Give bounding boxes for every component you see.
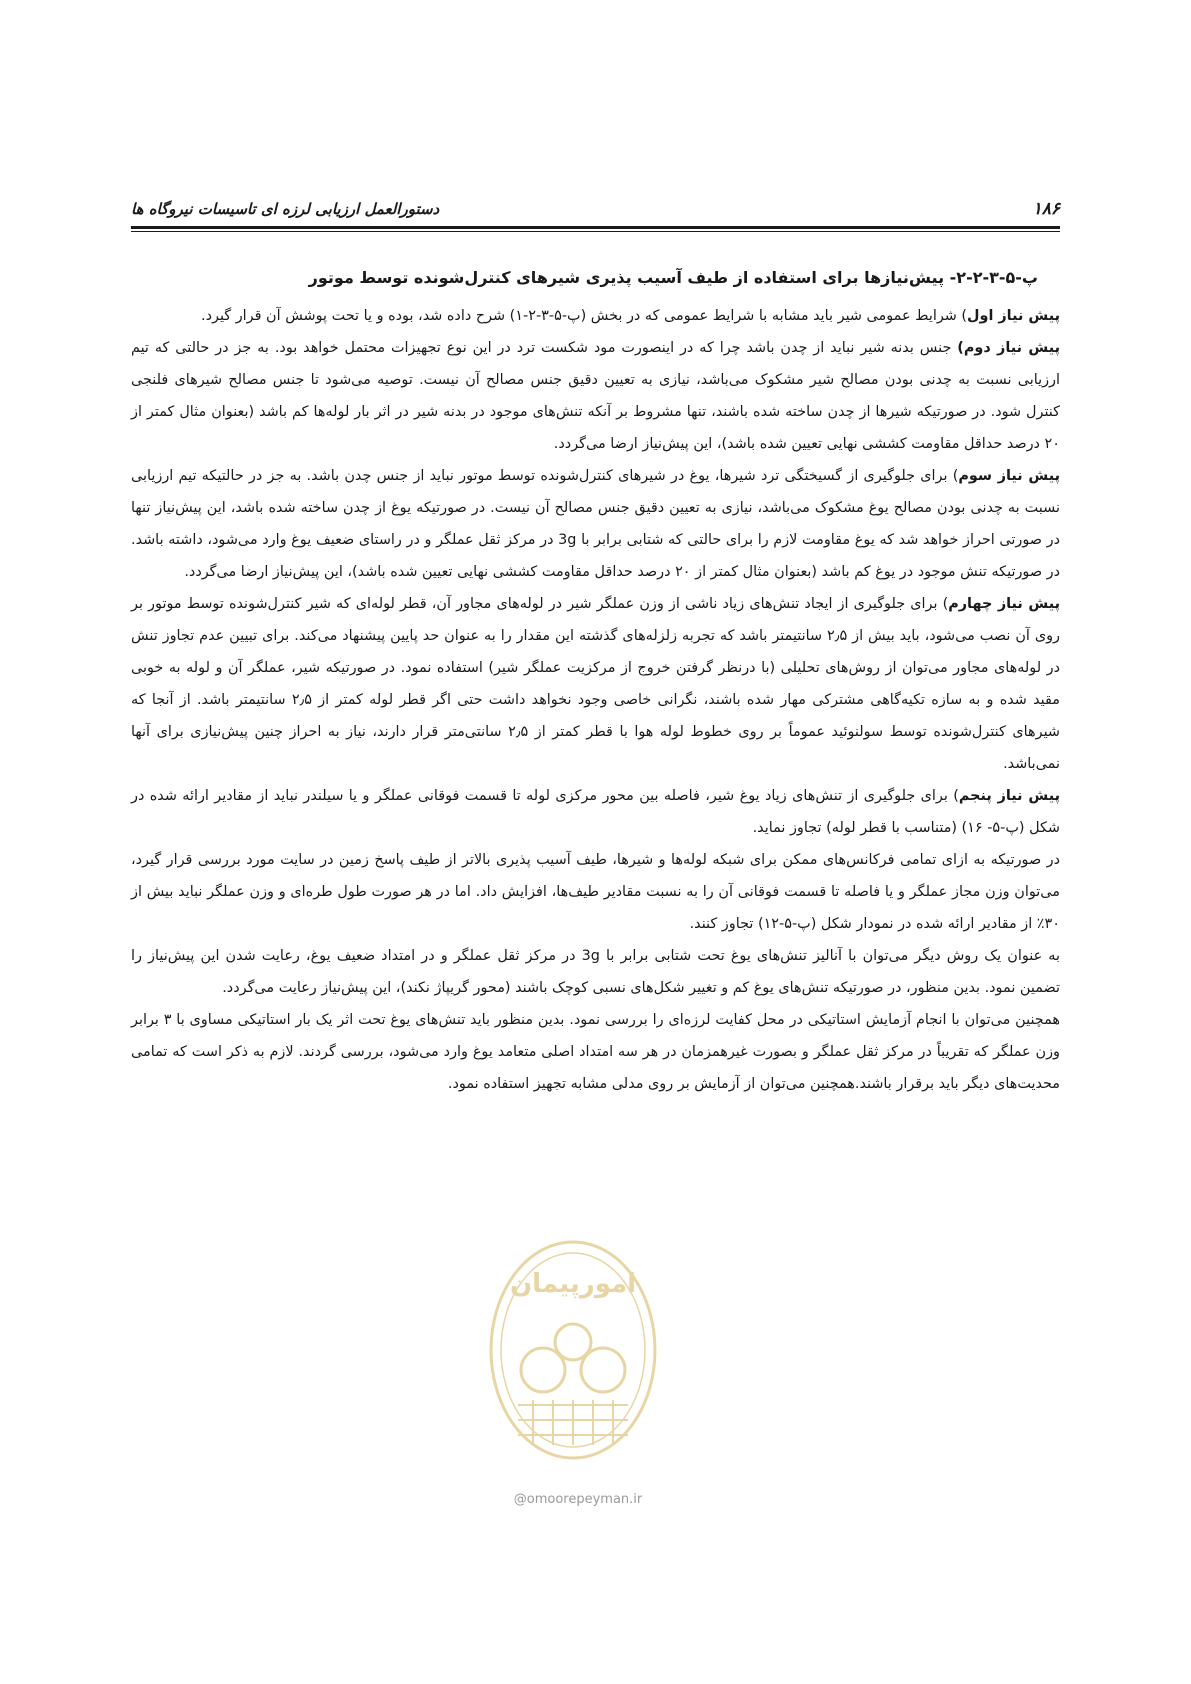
paragraph-prerequisite-4 bbox=[131, 588, 1060, 780]
section-title: پ-۵-۳-۲-۲- پیش‌نیازها برای استفاده از طیف آسیب پذیری شیرهای کنترل‌شونده توسط موتور bbox=[308, 268, 1038, 287]
paragraph-lead: پیش نیاز پنجم bbox=[958, 788, 1060, 804]
paragraph-text: در صورتیکه به ازای تمامی فرکانس‌های ممکن برای شبکه لوله‌ها و شیرها، طیف آسیب پذیری بالاتر از طیف پاسخ زمین در سایت مورد بررسی قرار گیرد، می‌توان وزن مجاز عملگر و یا فاصله تا قسمت فوقانی آن را به نسبت مقادیر طیف‌ها، افزایش داد. اما در هر صورت طول طره‌ای و وزن عملگر نباید بیش از ۳۰٪ از مقادیر ارائه شده در نمودار شکل (پ-۵-۱۲) تجاوز کنند. bbox=[131, 852, 1060, 932]
page-header bbox=[131, 196, 1060, 222]
paragraph-prerequisite-3 bbox=[131, 460, 1060, 588]
paragraph-body-8 bbox=[131, 1004, 1060, 1100]
watermark-url: @omoorepeyman.ir bbox=[513, 1492, 643, 1507]
paragraph-prerequisite-5 bbox=[131, 780, 1060, 844]
watermark-emblem bbox=[478, 1230, 668, 1480]
paragraph-lead: پیش نیاز اول bbox=[967, 308, 1060, 324]
paragraph-body-7 bbox=[131, 940, 1060, 1004]
paragraph-text: ) برای جلوگیری از گسیختگی ترد شیرها، یوغ در شیرهای کنترل‌شونده توسط موتور نباید از جنس چدن باشد. به جز در حالتیکه تیم ارزیابی نسبت به چدنی بودن مصالح یوغ مشکوک می‌باشد، نیازی به تعیین دقیق جنس مصالح آن نیست. در صورتیکه یوغ از چدن ساخته شده باشد، این پیش‌نیاز تنها در صورتی احراز خواهد شد که یوغ مقاومت لازم را برای حالتی که شتابی برابر با 3g در مرکز ثقل عملگر و در راستای ضعیف یوغ وارد می‌شود، داشته باشد. در صورتیکه تنش موجود در یوغ کم باشد (بعنوان مثال کمتر از ۲۰ درصد حداقل مقاومت کششی نهایی تعیین شده باشد)، این پیش‌نیاز ارضا می‌گردد. bbox=[131, 468, 1061, 580]
paragraph-text: ) برای جلوگیری از ایجاد تنش‌های زیاد ناشی از وزن عملگر شیر در لوله‌های مجاور آن، قطر لوله‌ای که شیر کنترل‌شونده توسط موتور بر روی آن نصب می‌شود، باید بیش از ۲٫۵ سانتیمتر باشد که تجربه زلزله‌های گذشته این مقدار را به عنوان حد پایین پیشنهاد می‌کند. برای تبیین عدم تجاوز تنش در لوله‌های مجاور می‌توان از روش‌های تحلیلی (با درنظر گرفتن خروج از مرکزیت عملگر شیر) استفاده نمود. در صورتیکه شیر، عملگر آن و لوله به خوبی مقید شده و به سازه تکیه‌گاهی مشترکی مهار شده باشند، نگرانی خاصی وجود نخواهد داشت حتی اگر قطر لوله کمتر از ۲٫۵ سانتیمتر باشد. از آنجا که شیرهای کنترل‌شونده توسط سولنوئید عموماً بر روی خطوط لوله هوا با قطر کمتر از ۲٫۵ سانتی‌متر قرار دارند، نیاز به احراز چنین پیش‌نیازی برای آنها نمی‌باشد. bbox=[131, 596, 1061, 772]
watermark-emblem-text: امورپیمان bbox=[509, 1269, 637, 1299]
header-rule bbox=[131, 226, 1060, 232]
paragraph-text: جنس بدنه شیر نباید از چدن باشد چرا که در اینصورت مود شکست ترد در این نوع تجهیزات محتمل خواهد بود. به جز در حالتی که تیم ارزیابی نسبت به چدنی بودن مصالح شیر مشکوک می‌باشد، نیازی به تعیین دقیق جنس مصالح آن نیست. توصیه می‌شود تا جنس مصالح شیرهای فلنجی کنترل شود. در صورتیکه شیرها از چدن ساخته شده باشند، تنها مشروط بر آنکه تنش‌های موجود در بدنه شیر در اثر بار لوله‌ها کم باشد (بعنوان مثال کمتر از ۲۰ درصد حداقل مقاومت کششی نهایی تعیین شده باشد)، این پیش‌نیاز ارضا می‌گردد. bbox=[131, 340, 1060, 452]
paragraph-text: ) شرایط عمومی شیر باید مشابه با شرایط عمومی که در بخش (پ-۵-۳-۲-۱) شرح داده شد، بوده و یا تحت پوشش آن قرار گیرد. bbox=[201, 308, 968, 324]
page-number: ۱۸۶ bbox=[1032, 199, 1060, 219]
paragraph-text: ) برای جلوگیری از تنش‌های زیاد یوغ شیر، فاصله بین محور مرکزی لوله تا قسمت فوقانی عملگر و یا سیلندر نباید از مقادیر ارائه شده در شکل (پ-۵- ۱۶) (متناسب با قطر لوله) تجاوز نماید. bbox=[131, 788, 1060, 836]
running-title: دستورالعمل ارزیابی لرزه ای تاسیسات نیروگاه ها bbox=[131, 200, 440, 218]
paragraph-body-6 bbox=[131, 844, 1060, 940]
paragraph-lead: پیش نیاز چهارم bbox=[948, 596, 1060, 612]
paragraph-lead: پیش نیاز سوم bbox=[958, 468, 1060, 484]
paragraph-text: همچنین می‌توان با انجام آزمایش استاتیکی در محل کفایت لرزه‌ای را بررسی نمود. بدین منظور باید تنش‌های یوغ تحت اثر یک بار استاتیکی مساوی با ۳ برابر وزن عملگر که تقریباً در مرکز ثقل عملگر و بصورت غیرهمزمان در هر سه امتداد اصلی متعامد یوغ وارد می‌شود، بررسی گردند. لازم به ذکر است که تمامی محدیت‌های دیگر باید برقرار باشند.همچنین می‌توان از آزمایش بر روی مدلی مشابه تجهیز استفاده نمود. bbox=[131, 1012, 1060, 1092]
paragraph-prerequisite-1 bbox=[131, 300, 1060, 332]
paragraph-text: به عنوان یک روش دیگر می‌توان با آنالیز تنش‌های یوغ تحت شتابی برابر با 3g در مرکز ثقل عملگر و در امتداد ضعیف یوغ، رعایت شدن این پیش‌نیاز را تضمین نمود. بدین منظور، در صورتیکه تنش‌های یوغ کم و تغییر شکل‌های نسبی کوچک باشند (محور گریپاژ نکند)، این پیش‌نیاز رعایت می‌گردد. bbox=[131, 948, 1060, 996]
paragraph-prerequisite-2 bbox=[131, 332, 1060, 460]
page-body bbox=[131, 262, 1060, 1100]
paragraph-lead: پیش نیاز دوم) bbox=[957, 340, 1060, 356]
